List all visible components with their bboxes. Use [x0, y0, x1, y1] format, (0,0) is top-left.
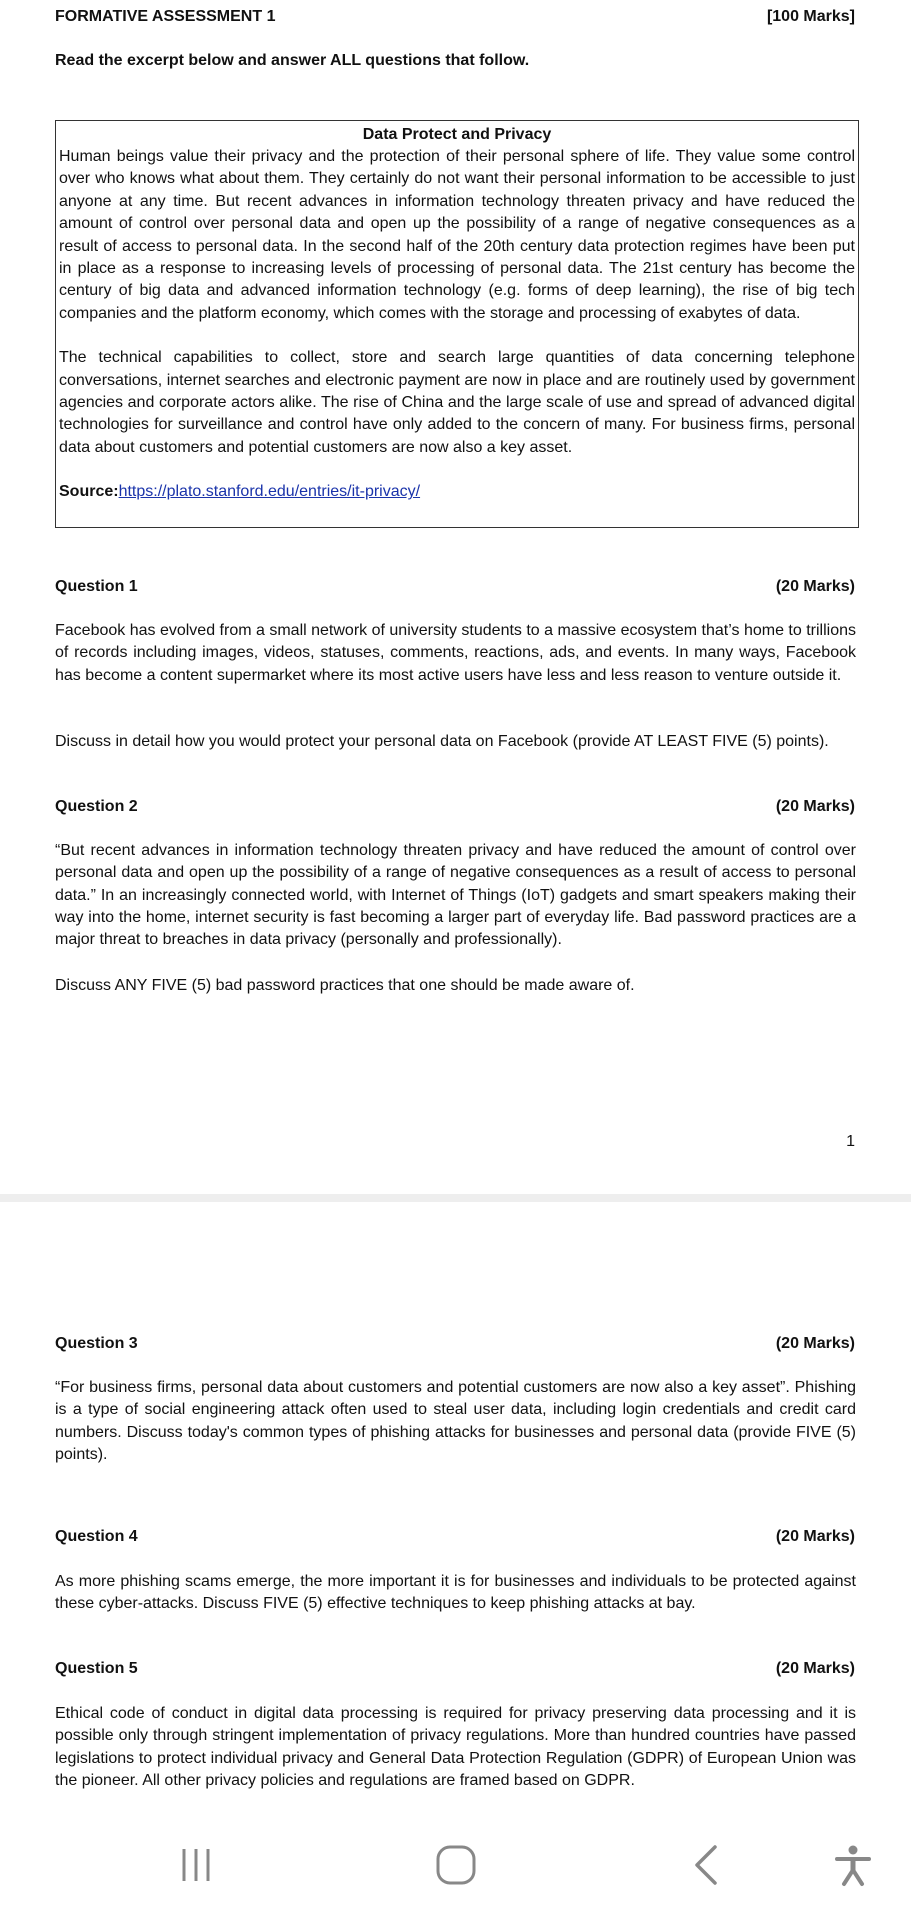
question-2-title: Question 2	[55, 798, 138, 815]
question-3-title: Question 3	[55, 1335, 138, 1352]
question-4-title: Question 4	[55, 1528, 138, 1545]
back-button[interactable]	[684, 1840, 728, 1890]
assessment-title: FORMATIVE ASSESSMENT 1	[55, 8, 276, 25]
recent-apps-button[interactable]	[170, 1840, 222, 1890]
accessibility-icon	[833, 1843, 873, 1887]
home-icon	[434, 1843, 478, 1887]
excerpt-title: Data Protect and Privacy	[362, 126, 552, 143]
excerpt-paragraph-2: The technical capabilities to collect, store and search large quantities of data concerning telephone conversations, internet searches and electronic payment are now in place and are routinely used by government agencies and corporate actors alike. The rise of China and the large scale of use and spread of advanced digital technologies for surveillance and control have only added to the concern of many. For business firms, personal data about customers and potential customers are now also a key asset.	[59, 349, 855, 456]
home-button[interactable]	[428, 1840, 484, 1890]
question-3-marks: (20 Marks)	[775, 1335, 855, 1352]
navigation-bar	[0, 1810, 911, 1920]
question-2-task: Discuss ANY FIVE (5) bad password practices that one should be made aware of.	[55, 977, 635, 994]
question-2-marks: (20 Marks)	[775, 798, 855, 815]
page-separator	[0, 1194, 911, 1202]
question-1-task: Discuss in detail how you would protect your personal data on Facebook (provide AT LEAST FIVE (5) points).	[55, 733, 829, 750]
document-page-2	[0, 1202, 911, 1810]
question-4-marks: (20 Marks)	[775, 1528, 855, 1545]
question-2-text: “But recent advances in information technology threaten privacy and have reduced the amount of control over personal data and open up the possibility of a range of negative consequences as a result of access to personal data.” In an increasingly connected world, with Internet of Things (IoT) gadgets and smart speakers making their way into the home, internet security is fast becoming a larger part of everyday life. Bad password practices are a major threat to breaches in data privacy (personally and professionally).	[55, 842, 856, 949]
question-1-marks: (20 Marks)	[775, 578, 855, 595]
excerpt-source	[59, 481, 855, 503]
question-4-text: As more phishing scams emerge, the more important it is for businesses and individuals to be protected against these cyber-attacks. Discuss FIVE (5) effective techniques to keep phishing attacks at bay.	[55, 1573, 856, 1613]
source-label: Source:	[59, 483, 119, 501]
question-5-title: Question 5	[55, 1660, 138, 1677]
question-1-text: Facebook has evolved from a small network of university students to a massive ecosystem that’s home to trillions of records including images, videos, statuses, comments, reactions, ads, and events. In many ways, Facebook has become a content supermarket where its most active users have less and less reason to venture outside it.	[55, 622, 856, 684]
recent-apps-icon	[176, 1845, 216, 1885]
question-5-text: Ethical code of conduct in digital data processing is required for privacy preserving data processing and it is possible only through stringent implementation of privacy regulations. More than hundred countries have passed legislations to protect individual privacy and General Data Protection Regulation (GDPR) of European Union was the pioneer. All other privacy policies and regulations are framed based on GDPR.	[55, 1705, 856, 1789]
page-number: 1	[846, 1133, 855, 1150]
question-3-text: “For business firms, personal data about customers and potential customers are now also a key asset”. Phishing is a type of social engineering attack often used to steal user data, including login credentials and credit card numbers. Discuss today's common types of phishing attacks for businesses and personal data (provide FIVE (5) points).	[55, 1379, 856, 1463]
back-icon	[691, 1843, 721, 1887]
question-5-marks: (20 Marks)	[775, 1660, 855, 1677]
instruction: Read the excerpt below and answer ALL questions that follow.	[55, 52, 530, 69]
question-1-title: Question 1	[55, 578, 138, 595]
accessibility-button[interactable]	[830, 1840, 876, 1890]
excerpt-box	[55, 120, 859, 528]
source-link[interactable]: https://plato.stanford.edu/entries/it-privacy/	[118, 483, 421, 501]
total-marks: [100 Marks]	[766, 8, 855, 25]
excerpt-paragraph-1: Human beings value their privacy and the protection of their personal sphere of life. They value some control over who knows what about them. They certainly do not want their personal information to be accessible to just anyone at any time. But recent advances in information technology threaten privacy and have reduced the amount of control over personal data and open up the possibility of a range of negative consequences as a result of access to personal data. In the second half of the 20th century data protection regimes have been put in place as a response to increasing levels of processing of personal data. The 21st century has become the century of big data and advanced information technology (e.g. forms of deep learning), the rise of big tech companies and the platform economy, which comes with the storage and processing of exabytes of data.	[59, 148, 855, 322]
